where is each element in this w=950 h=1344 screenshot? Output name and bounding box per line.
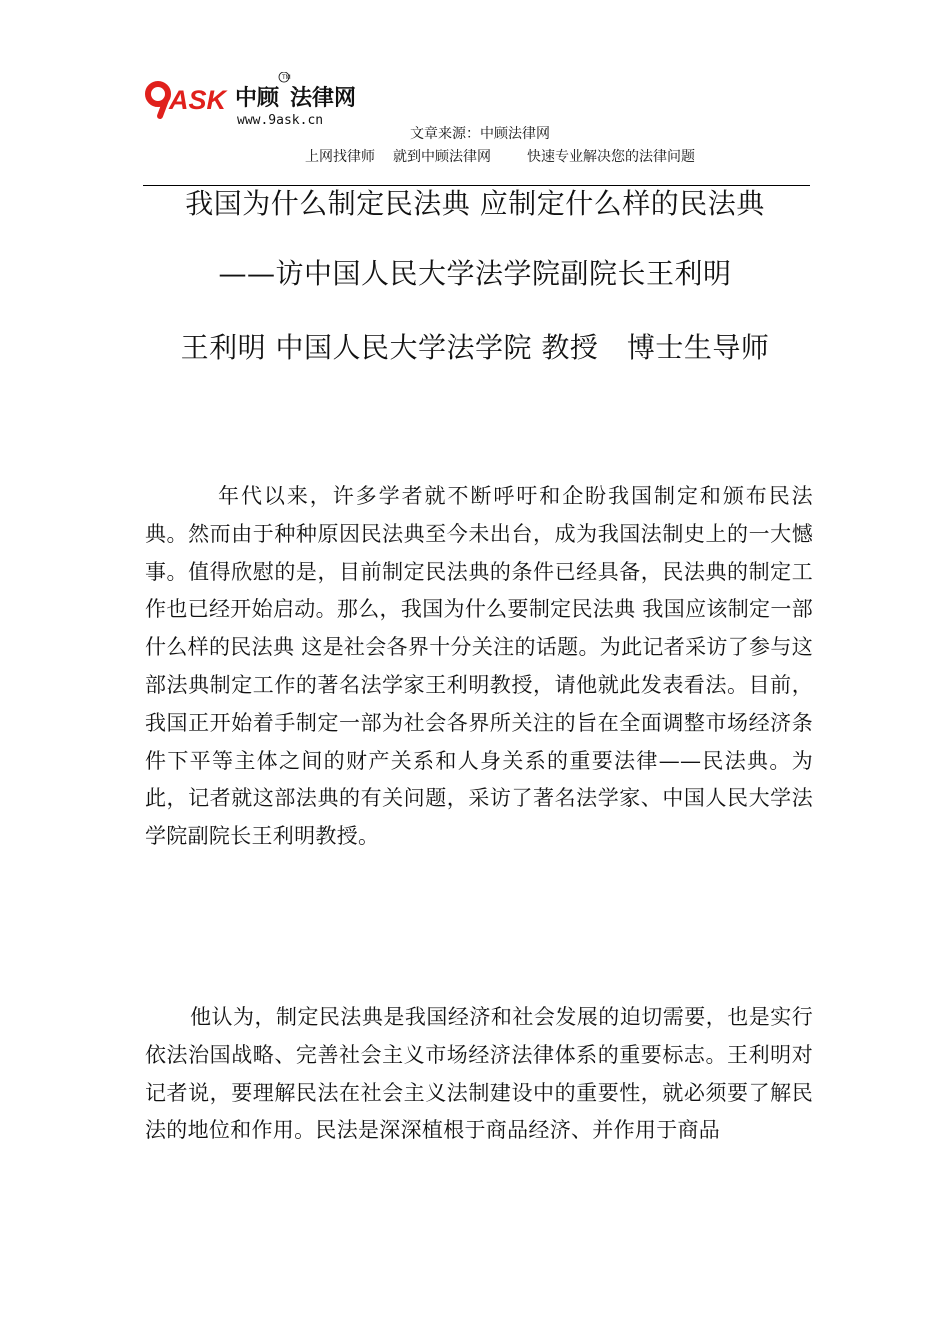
article-byline: 王利明 中国人民大学法学院 教授 博士生导师 bbox=[180, 331, 770, 364]
article-source: 文章来源：中顾法律网 bbox=[410, 126, 550, 142]
logo-magnifier-mark bbox=[148, 84, 168, 116]
site-logo[interactable] bbox=[144, 72, 374, 132]
logo-tm: TM bbox=[282, 75, 291, 81]
site-slogan bbox=[305, 148, 695, 166]
paragraph-1: 年代以来，许多学者就不断呼吁和企盼我国制定和颁布民法典。然而由于种种原因民法典至今未出台，成为我国法制史上的一大憾事。值得欣慰的是，目前制定民法典的条件已经具备，民法典的制定工作也已经开始启动。那么，我国为什么要制定民法典 我国应该制定一部什么样的民法典 这是社会各界十分关注的话题。为此记者采访了参与这部法典制定工作的著名法学家王利明教授，请他就此发表看法。目前，我国正开始着手制定一部为社会各界所关注的旨在全面调整市场经济条件下平等主体之间的财产关系和人身关系的重要法律——民法典。为此，记者就这部法典的有关问题，采访了著名法学家、中国人民大学法学院副院长王利明教授。 bbox=[145, 484, 813, 849]
logo-brand-2: 法律网 bbox=[290, 86, 357, 111]
paragraph-2: 他认为，制定民法典是我国经济和社会发展的迫切需要，也是实行依法治国战略、完善社会主义市场经济法律体系的重要标志。王利明对记者说，要理解民法在社会主义法制建设中的重要性，就必须要了解民法的地位和作用。民法是深深植根于商品经济、并作用于商品 bbox=[145, 1005, 813, 1143]
slogan-part-3: 快速专业解决您的法律问题 bbox=[527, 149, 695, 165]
logo-brand-1: 中顾 bbox=[235, 86, 280, 111]
logo-ask-text: ASK bbox=[169, 85, 227, 115]
slogan-part-1: 上网找律师 bbox=[305, 149, 375, 165]
article-title: 我国为什么制定民法典 应制定什么样的民法典 bbox=[185, 187, 765, 220]
article-subtitle: ——访中国人民大学法学院副院长王利明 bbox=[218, 257, 732, 290]
logo-url: www.9ask.cn bbox=[237, 113, 324, 128]
logo-graphic bbox=[144, 72, 374, 132]
slogan-part-2: 就到中顾法律网 bbox=[393, 149, 491, 165]
